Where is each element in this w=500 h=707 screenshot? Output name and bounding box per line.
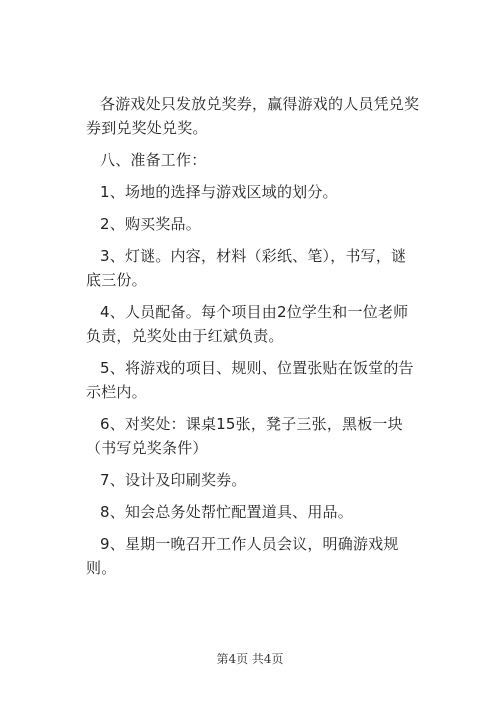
list-item-6: 6、对奖处：课桌15张，凳子三张，黑板一块（书写兑奖条件）	[86, 415, 403, 457]
list-item-3: 3、灯谜。内容，材料（彩纸、笔），书写，谜底三份。	[86, 247, 407, 289]
document-body	[86, 92, 420, 588]
list-item-8: 8、知会总务处帮忙配置道具、用品。	[100, 503, 353, 521]
section-heading-preparation: 八、准备工作：	[100, 151, 207, 169]
list-item-9: 9、星期一晚召开工作人员会议，明确游戏规则。	[86, 535, 399, 577]
list-item-2: 2、购买奖品。	[100, 215, 201, 233]
list-item-4: 4、人员配备。每个项目由2位学生和一位老师负责，兑奖处由于红斌负责。	[86, 303, 409, 345]
list-item-7: 7、设计及印刷奖券。	[100, 471, 247, 489]
list-item-1: 1、场地的选择与游戏区域的划分。	[100, 183, 338, 201]
page-footer: 第4页 共4页	[216, 652, 284, 666]
paragraph-prize-rule: 各游戏处只发放兑奖券，赢得游戏的人员凭兑奖券到兑奖处兑奖。	[86, 95, 420, 137]
list-item-5: 5、将游戏的项目、规则、位置张贴在饭堂的告示栏内。	[86, 359, 414, 401]
